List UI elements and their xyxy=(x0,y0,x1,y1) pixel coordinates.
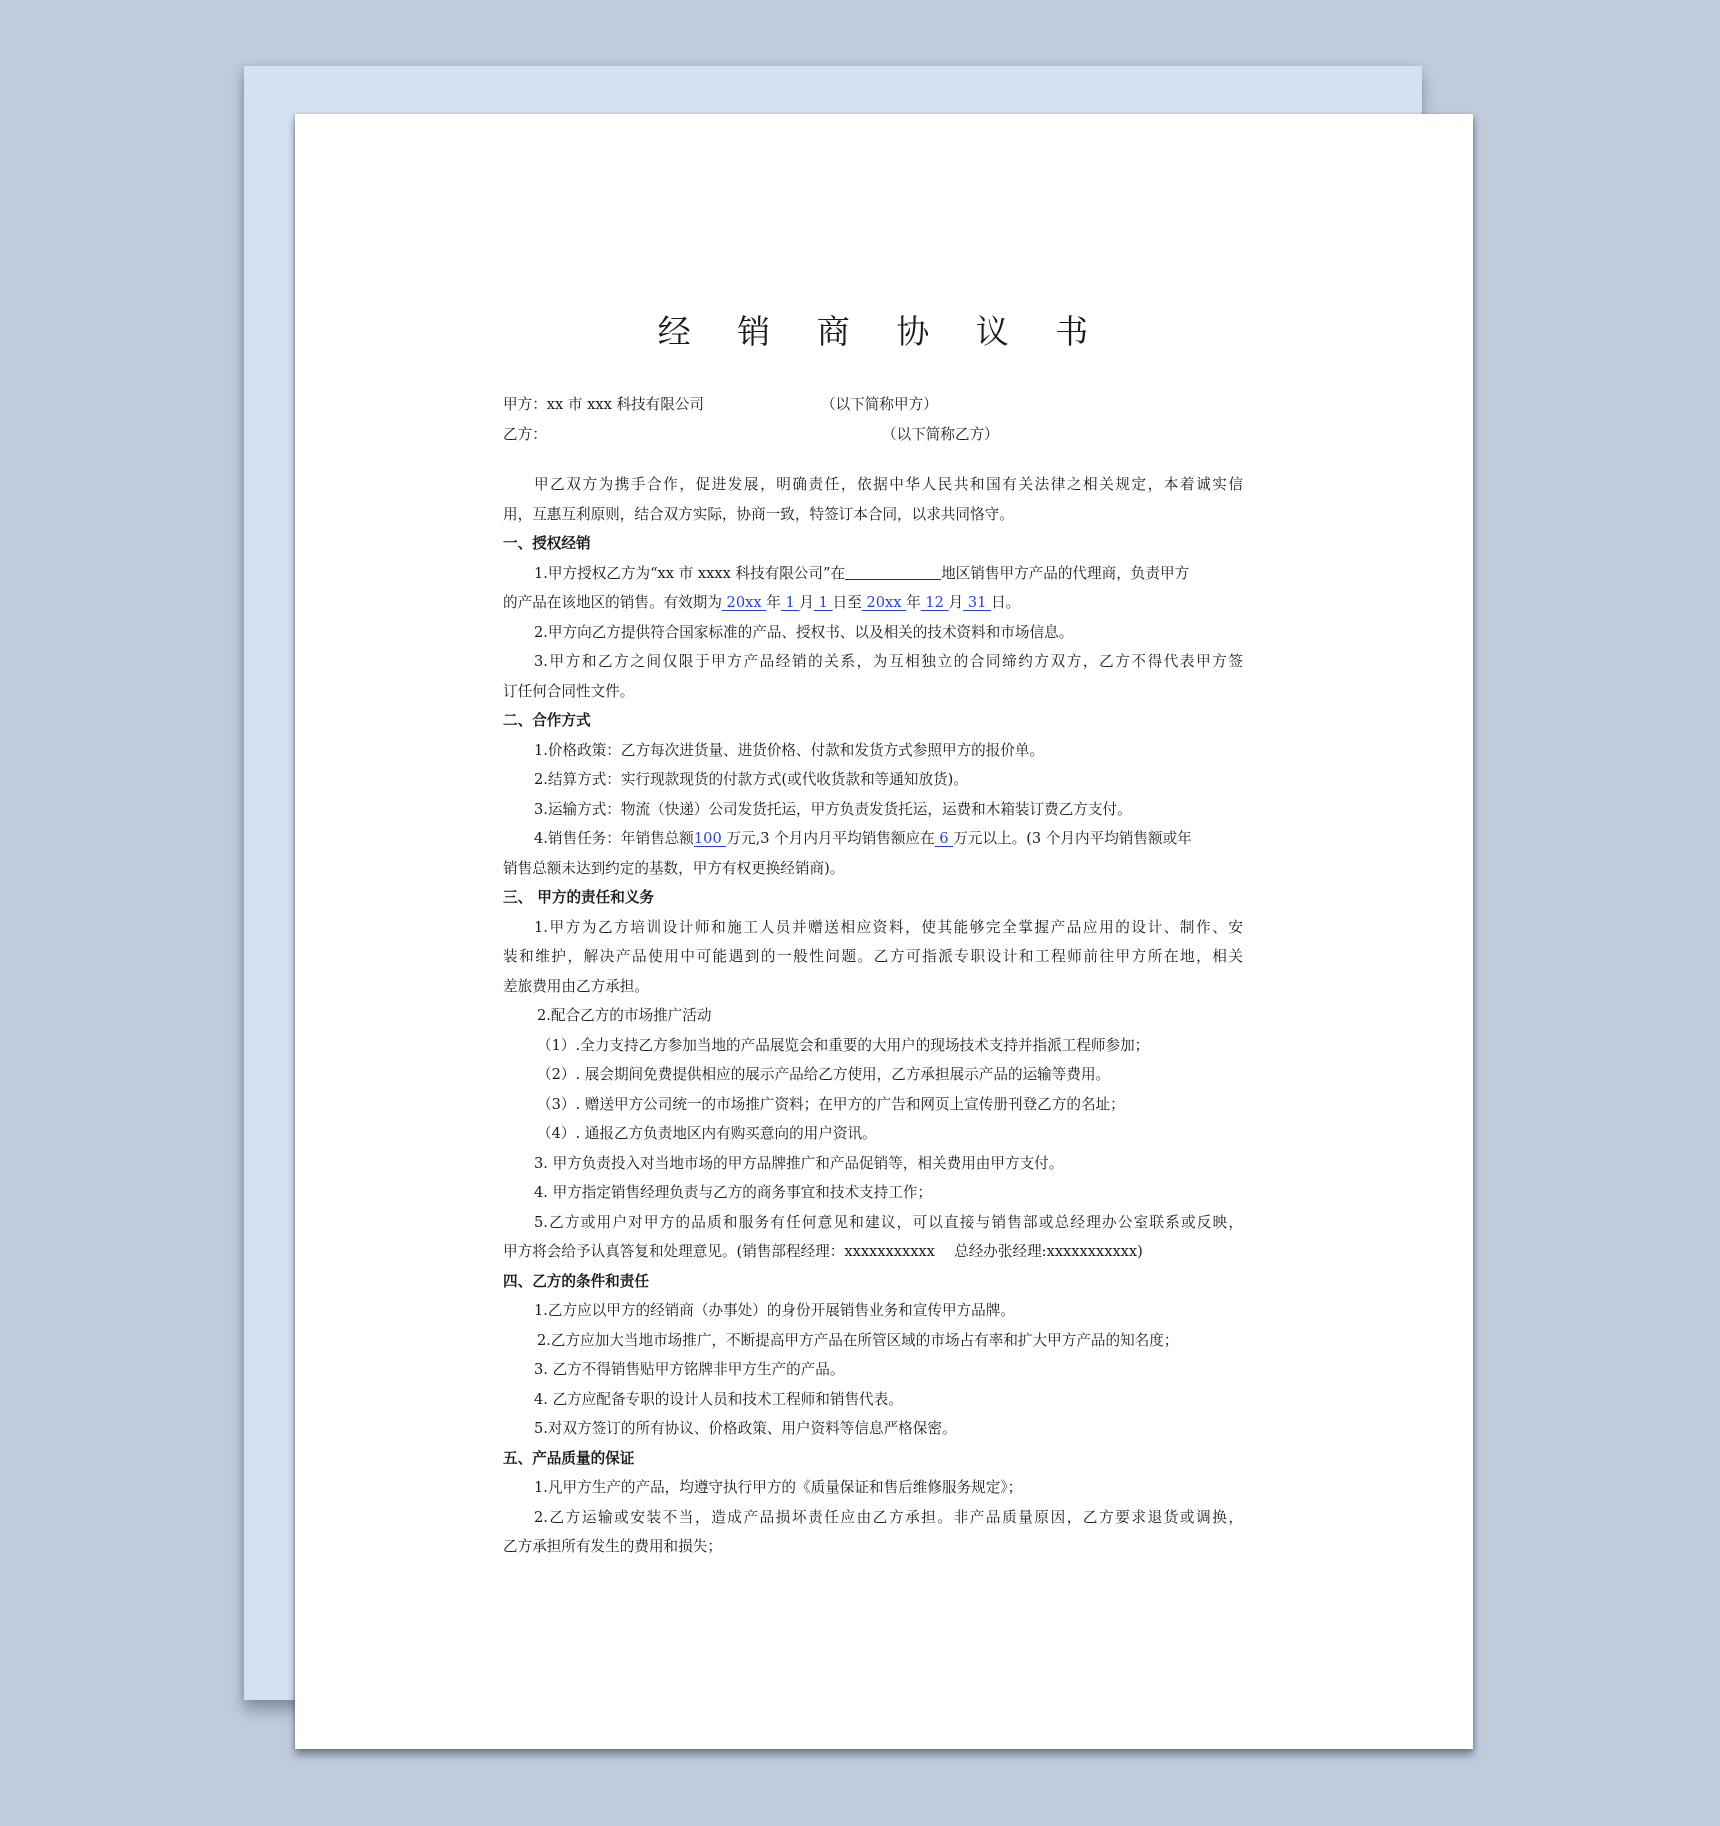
document-body xyxy=(503,470,1243,1562)
party-a-line xyxy=(503,390,1243,420)
end-month-field[interactable]: 12 xyxy=(920,594,949,611)
party-a-note: （以下简称甲方） xyxy=(821,396,938,413)
clause-text: 年 xyxy=(766,594,781,611)
party-b-note: （以下简称乙方） xyxy=(882,425,999,443)
section-heading: 四、乙方的条件和责任 xyxy=(503,1272,649,1290)
section-heading: 五、产品质量的保证 xyxy=(503,1449,635,1467)
document-content xyxy=(503,300,1243,1562)
clause-line: 1.甲方为乙方培训设计师和施工人员并赠送相应资料，使其能够完全掌握产品应用的设计、制作、安 xyxy=(534,918,1243,936)
clause-line: 2.配合乙方的市场推广活动 xyxy=(537,1007,712,1024)
clause-line: 5.对双方签订的所有协议、价格政策、用户资料等信息严格保密。 xyxy=(534,1420,957,1437)
clause-text: 日至 xyxy=(832,594,862,611)
clause-text: 日。 xyxy=(991,594,1021,611)
clause-text: 年 xyxy=(906,594,921,611)
party-a-label: 甲方：xx 市 xxx 科技有限公司 xyxy=(503,396,705,413)
clause-text: 4.销售任务：年销售总额 xyxy=(534,830,694,847)
clause-line: 3.运输方式：物流（快递）公司发货托运，甲方负责发货托运，运费和木箱装订费乙方支付。 xyxy=(534,800,1132,818)
clause-text: 1.甲方授权乙方为“xx 市 xxxx 科技有限公司”在 xyxy=(534,564,846,582)
clause-line xyxy=(503,824,1243,854)
clause-line: 1.价格政策：乙方每次进货量、进货价格、付款和发货方式参照甲方的报价单。 xyxy=(534,741,1045,759)
clause-text: 万元,3 个月内月平均销售额应在 xyxy=(726,830,935,847)
clause-line: 订任何合同性文件。 xyxy=(503,682,635,700)
annual-sales-field[interactable]: 100 xyxy=(693,830,727,847)
section-heading: 一、授权经销 xyxy=(503,535,591,552)
sub-clause-line: （1）.全力支持乙方参加当地的产品展览会和重要的大用户的现场技术支持并指派工程师参加； xyxy=(537,1036,1150,1054)
clause-line: 销售总额未达到约定的基数，甲方有权更换经销商)。 xyxy=(503,859,845,877)
clause-line xyxy=(503,588,1243,618)
clause-line: 1.凡甲方生产的产品，均遵守执行甲方的《质量保证和售后维修服务规定》； xyxy=(534,1479,1023,1496)
end-year-field[interactable]: 20xx xyxy=(861,594,907,611)
sub-clause-line: （3）. 赠送甲方公司统一的市场推广资料；在甲方的广告和网页上宣传册刊登乙方的名址； xyxy=(537,1095,1125,1113)
document-title: 经 销 商 协 议 书 xyxy=(657,312,1107,351)
clause-line: 2.甲方向乙方提供符合国家标准的产品、授权书、以及相关的技术资料和市场信息。 xyxy=(534,623,1074,641)
region-blank-field[interactable] xyxy=(845,563,941,580)
end-day-field[interactable]: 31 xyxy=(963,594,992,611)
clause-line: 5.乙方或用户对甲方的品质和服务有任何意见和建议，可以直接与销售部或总经理办公室联系或反映， xyxy=(534,1213,1243,1231)
clause-line: 3. 甲方负责投入对当地市场的甲方品牌推广和产品促销等，相关费用由甲方支付。 xyxy=(534,1154,1064,1172)
party-b-line xyxy=(503,420,1243,450)
clause-line: 差旅费用由乙方承担。 xyxy=(503,977,649,995)
section-heading: 三、 甲方的责任和义务 xyxy=(503,889,655,906)
clause-line: 4. 甲方指定销售经理负责与乙方的商务事宜和技术支持工作； xyxy=(534,1184,933,1201)
clause-text: 月 xyxy=(799,594,815,611)
preamble-line: 甲乙双方为携手合作，促进发展，明确责任，依据中华人民共和国有关法律之相关规定，本着诚实信 xyxy=(534,476,1243,493)
start-month-field[interactable]: 1 xyxy=(780,594,800,611)
sub-clause-line: （4）. 通报乙方负责地区内有购买意向的用户资讯。 xyxy=(537,1125,877,1142)
party-b-label: 乙方： xyxy=(503,425,547,443)
clause-text: 地区销售甲方产品的代理商，负责甲方 xyxy=(941,564,1190,582)
clause-line xyxy=(503,559,1243,589)
clause-line: 2.乙方应加大当地市场推广，不断提高甲方产品在所管区域的市场占有率和扩大甲方产品的知名度； xyxy=(537,1331,1179,1349)
clause-line: 乙方承担所有发生的费用和损失； xyxy=(503,1538,722,1555)
clause-text: 的产品在该地区的销售。有效期为 xyxy=(503,594,722,611)
parties-block xyxy=(503,390,1243,449)
start-day-field[interactable]: 1 xyxy=(814,594,833,611)
clause-line: 甲方将会给予认真答复和处理意见。(销售部程经理：xxxxxxxxxxx 总经办张经理:xxxxxxxxxxx) xyxy=(503,1243,1143,1260)
clause-line: 1.乙方应以甲方的经销商（办事处）的身份开展销售业务和宣传甲方品牌。 xyxy=(534,1302,1015,1319)
section-heading: 二、合作方式 xyxy=(503,712,591,729)
clause-line: 4. 乙方应配备专职的设计人员和技术工程师和销售代表。 xyxy=(534,1390,903,1408)
clause-line: 装和维护，解决产品使用中可能遇到的一般性问题。乙方可指派专职设计和工程师前往甲方所在地，相关 xyxy=(503,948,1243,965)
clause-line: 2.结算方式：实行现款现货的付款方式(或代收货款和等通知放货)。 xyxy=(534,771,968,788)
start-year-field[interactable]: 20xx xyxy=(721,594,767,611)
clause-line: 2.乙方运输或安装不当，造成产品损坏责任应由乙方承担。非产品质量原因，乙方要求退货或调换， xyxy=(534,1508,1243,1526)
preamble-line: 用，互惠互利原则，结合双方实际，协商一致，特签订本合同，以求共同恪守。 xyxy=(503,505,1014,523)
monthly-sales-field[interactable]: 6 xyxy=(934,830,954,847)
clause-line: 3. 乙方不得销售贴甲方铭牌非甲方生产的产品。 xyxy=(534,1361,845,1378)
clause-line: 3.甲方和乙方之间仅限于甲方产品经销的关系，为互相独立的合同缔约方双方，乙方不得代表甲方签 xyxy=(534,653,1243,670)
clause-text: 月 xyxy=(948,594,964,611)
clause-text: 万元以上。(3 个月内平均销售额或年 xyxy=(953,830,1192,847)
sub-clause-line: （2）. 展会期间免费提供相应的展示产品给乙方使用，乙方承担展示产品的运输等费用。 xyxy=(537,1066,1111,1083)
